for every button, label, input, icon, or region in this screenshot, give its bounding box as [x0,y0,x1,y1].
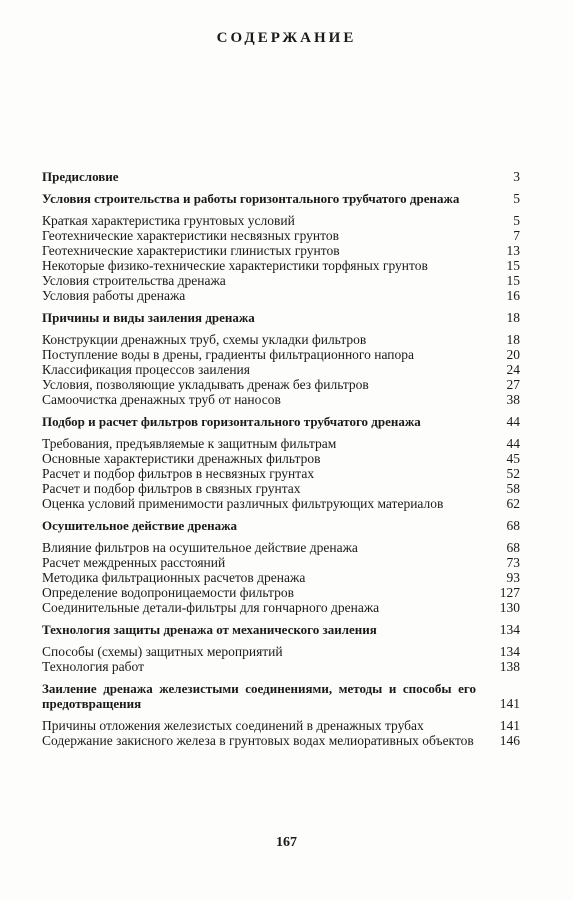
toc-chapter [42,169,520,184]
toc-entry-title: Соединительные детали-фильтры для гончарного дренажа [42,600,380,615]
toc-section [42,362,520,377]
toc-entry-page: 127 [499,585,520,600]
toc-section [42,243,520,258]
toc-entry-page: 68 [506,540,520,555]
toc-section [42,228,520,243]
toc-entry-title: Условия, позволяющие укладывать дренаж без фильтров [42,377,369,392]
toc-entry-title: Технология работ [42,659,145,674]
toc-entry-title: Краткая характеристика грунтовых условий [42,213,295,228]
toc-entry-title: Основные характеристики дренажных фильтров [42,451,321,466]
toc-entry-title: Условия строительства и работы горизонтального трубчатого дренажа [42,191,460,206]
page-title: СОДЕРЖАНИЕ [216,30,357,46]
toc-entry-title: Причины и виды заиления дренажа [42,310,255,325]
toc-section [42,273,520,288]
toc-section [42,733,520,748]
toc-section [42,332,520,347]
toc-entry-page: 141 [499,718,520,733]
toc-section [42,659,520,674]
toc-section [42,451,520,466]
toc-entry-page: 93 [506,570,520,585]
toc-entry-title: Методика фильтрационных расчетов дренажа [42,570,306,585]
toc-entry-page: 58 [506,481,520,496]
toc-entry-title: Способы (схемы) защитных мероприятий [42,644,283,659]
toc-entry-title: Определение водопроницаемости фильтров [42,585,294,600]
toc-entry-page: 45 [506,451,520,466]
toc-entry-title: Оценка условий применимости различных фильтрующих материалов [42,496,444,511]
toc-entry-title: Требования, предъявляемые к защитным фильтрам [42,436,337,451]
toc-entry-title: Условия работы дренажа [42,288,186,303]
toc-entry-title: Поступление воды в дрены, градиенты фильтрационного напора [42,347,415,362]
toc-entry-page: 13 [506,243,520,258]
toc-entry-page: 3 [513,169,520,184]
toc-entry-page: 141 [499,696,520,711]
toc-section [42,718,520,733]
toc-chapter [42,414,520,429]
toc-section [42,466,520,481]
toc-section [42,555,520,570]
toc-section [42,481,520,496]
table-of-contents [42,162,520,748]
toc-chapter [42,681,520,711]
toc-entry-page: 68 [506,518,520,533]
toc-entry-title: Предисловие [42,169,119,184]
toc-entry-page: 15 [506,258,520,273]
toc-entry-page: 24 [506,362,520,377]
toc-entry-page: 20 [506,347,520,362]
toc-section [42,570,520,585]
toc-chapter [42,622,520,637]
toc-entry-title: Расчет и подбор фильтров в несвязных грунтах [42,466,315,481]
toc-entry-title: Содержание закисного железа в грунтовых водах мелиоративных объектов [42,733,474,748]
toc-chapter [42,310,520,325]
toc-section [42,496,520,511]
toc-entry-page: 27 [506,377,520,392]
toc-entry-title: Причины отложения железистых соединений в дренажных трубах [42,718,424,733]
toc-entry-title: Некоторые физико-технические характеристики торфяных грунтов [42,258,428,273]
toc-section [42,540,520,555]
toc-section [42,436,520,451]
toc-entry-page: 7 [513,228,520,243]
toc-section [42,585,520,600]
toc-section [42,377,520,392]
toc-entry-title: Подбор и расчет фильтров горизонтального трубчатого дренажа [42,414,421,429]
page-number: 167 [276,835,297,850]
toc-section [42,288,520,303]
toc-entry-page: 18 [506,332,520,347]
toc-entry-page: 130 [499,600,520,615]
toc-entry-page: 134 [499,622,520,637]
toc-section [42,347,520,362]
toc-entry-title: Условия строительства дренажа [42,273,226,288]
toc-section [42,644,520,659]
toc-entry-title: Осушительное действие дренажа [42,518,238,533]
toc-entry-page: 52 [506,466,520,481]
toc-entry-page: 5 [513,213,520,228]
toc-entry-page: 38 [506,392,520,407]
toc-entry-page: 5 [513,191,520,206]
toc-entry-title: Технология защиты дренажа от механического заиления [42,622,377,637]
toc-entry-page: 134 [499,644,520,659]
toc-entry-title: Заиление дренажа железистыми соединениями, методы и способы его предотвращения [42,681,476,711]
toc-entry-title: Геотехнические характеристики глинистых грунтов [42,243,340,258]
toc-section [42,213,520,228]
toc-entry-title: Конструкции дренажных труб, схемы укладки фильтров [42,332,367,347]
toc-entry-page: 62 [506,496,520,511]
toc-entry-title: Расчет и подбор фильтров в связных грунтах [42,481,301,496]
toc-section [42,258,520,273]
toc-entry-title: Расчет междренных расстояний [42,555,226,570]
toc-chapter [42,191,520,206]
toc-entry-title: Влияние фильтров на осушительное действие дренажа [42,540,358,555]
toc-entry-page: 16 [506,288,520,303]
toc-entry-page: 73 [506,555,520,570]
toc-entry-title: Классификация процессов заиления [42,362,250,377]
toc-section [42,392,520,407]
toc-entry-page: 18 [506,310,520,325]
toc-entry-title: Самоочистка дренажных труб от наносов [42,392,281,407]
toc-entry-title: Геотехнические характеристики несвязных грунтов [42,228,339,243]
toc-chapter [42,518,520,533]
toc-entry-page: 138 [499,659,520,674]
toc-section [42,600,520,615]
toc-entry-page: 44 [506,414,520,429]
toc-entry-page: 44 [506,436,520,451]
toc-entry-page: 146 [499,733,520,748]
toc-entry-page: 15 [506,273,520,288]
